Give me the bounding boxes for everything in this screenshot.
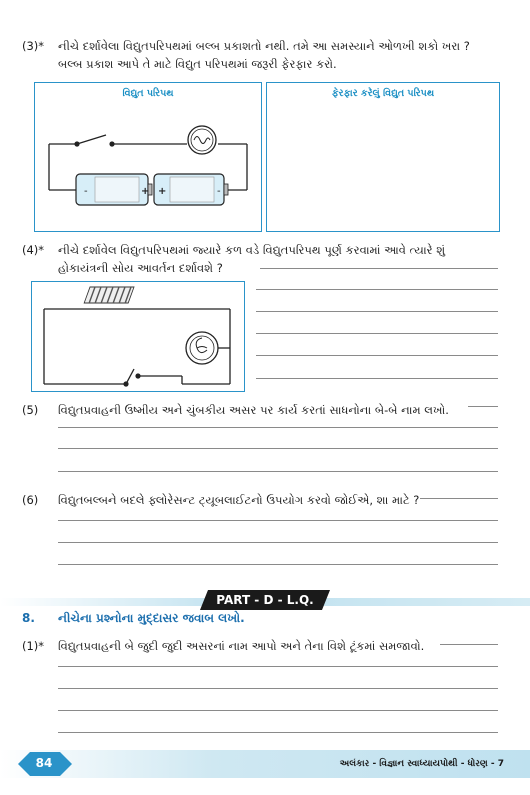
- svg-text:-: -: [84, 186, 88, 197]
- answer-line: [420, 498, 498, 499]
- answer-line: [58, 732, 498, 733]
- answer-line: [58, 688, 498, 689]
- circuit-diagram-open: [35, 83, 261, 231]
- q6-text: વિદ્યુતબલ્બને બદલે ફ્લોરેસન્ટ ટ્યૂબલાઈટનો ઉપયોગ કરવો જોઈએ, શા માટે ?: [58, 493, 420, 507]
- svg-text:+: +: [158, 186, 167, 197]
- answer-line: [256, 355, 498, 356]
- circuit-box-right: [266, 82, 500, 232]
- book-title: અલંકાર - વિજ્ઞાન સ્વાધ્યાયપોથી - ધોરણ - 7: [339, 759, 504, 769]
- section-number: 8.: [22, 611, 35, 625]
- answer-line: [58, 666, 498, 667]
- answer-line: [58, 471, 498, 472]
- section-heading: નીચેના પ્રશ્નોના મુદ્દાસર જવાબ લખો.: [58, 611, 245, 625]
- compass-circuit-box: [31, 281, 245, 392]
- svg-text:+: +: [141, 186, 150, 197]
- svg-text:-: -: [217, 186, 221, 197]
- q4-number: (4)*: [22, 243, 45, 257]
- answer-line: [58, 520, 498, 521]
- answer-line: [58, 564, 498, 565]
- q5-text: વિદ્યુતપ્રવાહની ઉષ્મીય અને ચુંબકીય અસર પર કાર્ય કરતાં સાધનોના બે-બે નામ લખો.: [58, 403, 449, 417]
- answer-line: [468, 406, 498, 407]
- q5-number: (5): [22, 403, 39, 417]
- q4-text-line2: હોકાયંત્રની સોય આવર્તન દર્શાવશે ?: [58, 261, 223, 275]
- answer-line: [58, 427, 498, 428]
- q3-text-line1: નીચે દર્શાવેલા વિદ્યુતપરિપથમાં બલ્બ પ્રકાશતો નથી. તમે આ સમસ્યાને ઓળખી શકો ખરા ?: [58, 39, 470, 53]
- answer-line: [58, 710, 498, 711]
- page-number: 84: [35, 756, 53, 770]
- answer-line: [58, 448, 498, 449]
- answer-line: [256, 311, 498, 312]
- circuit-box-left-title: વિદ્યુત પરિપથ: [122, 88, 174, 99]
- answer-line: [256, 333, 498, 334]
- q8-1-text: વિદ્યુતપ્રવાહની બે જુદી જુદી અસરનાં નામ આપો અને તેના વિશે ટૂંકમાં સમજાવો.: [58, 639, 425, 653]
- q3-text-line2: બલ્બ પ્રકાશ આપે તે માટે વિદ્યુત પરિપથમાં જરૂરી ફેરફાર કરો.: [58, 57, 337, 71]
- circuit-box-left: [34, 82, 262, 232]
- circuit-box-right-title: ફેરફાર કરેલું વિદ્યુત પરિપથ: [331, 88, 435, 99]
- answer-line: [58, 542, 498, 543]
- answer-line: [256, 378, 498, 379]
- answer-line: [440, 644, 498, 645]
- compass-circuit-diagram: [32, 282, 244, 391]
- q8-1-number: (1)*: [22, 639, 45, 653]
- q4-text-line1: નીચે દર્શાવેલ વિદ્યુતપરિપથમાં જ્યારે કળ વડે વિદ્યુતપરિપથ પૂર્ણ કરવામાં આવે ત્યારે શું: [58, 243, 446, 257]
- part-banner-label: PART - D - L.Q.: [216, 593, 314, 607]
- q6-number: (6): [22, 493, 39, 507]
- answer-line: [260, 268, 498, 269]
- answer-line: [256, 289, 498, 290]
- q3-number: (3)*: [22, 39, 45, 53]
